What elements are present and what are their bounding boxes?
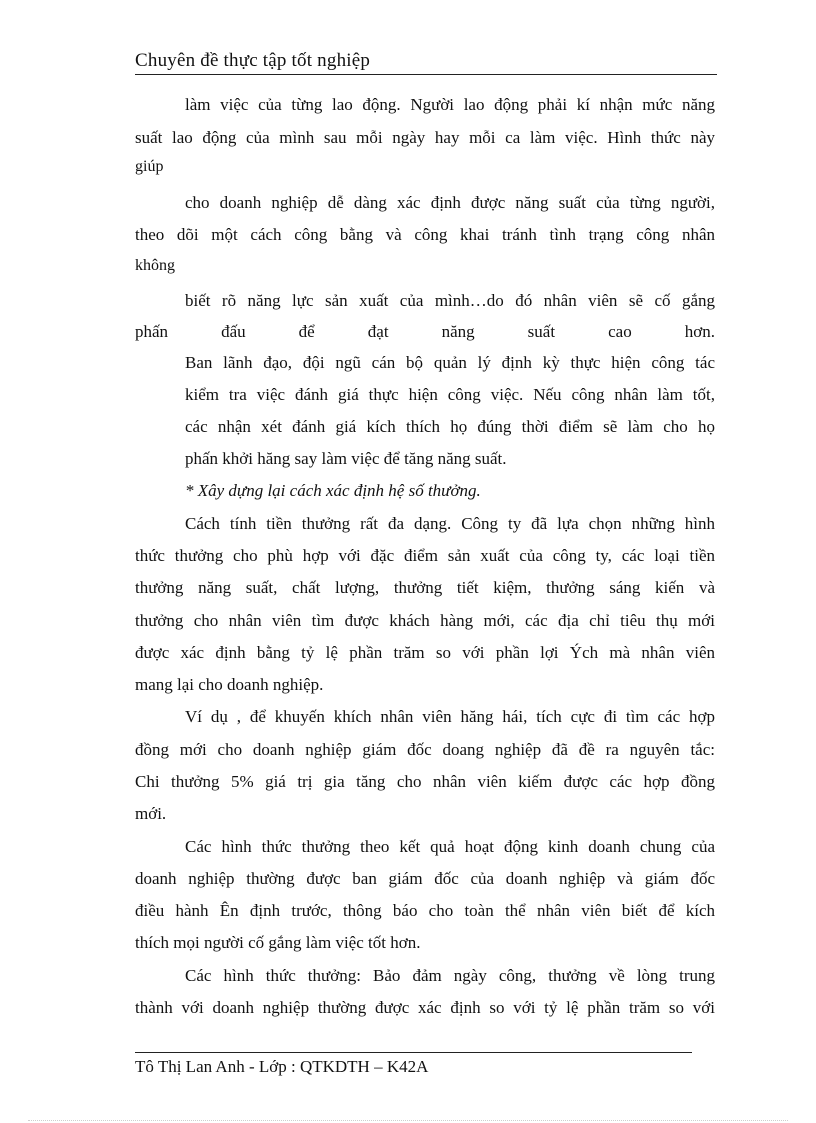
body-line: phấn khởi hăng say làm việc để tăng năng suất. bbox=[185, 449, 507, 468]
body-line: biết rõ năng lực sản xuất của mình…do đó nhân viên sẽ cố gắng bbox=[185, 291, 715, 310]
page-bottom-border bbox=[28, 1120, 788, 1121]
body-line: làm việc của từng lao động. Người lao động phải kí nhận mức năng bbox=[185, 95, 715, 114]
body-line: thành với doanh nghiệp thường được xác định so với tỷ lệ phần trăm so với bbox=[135, 998, 715, 1017]
body-line: thức thưởng cho phù hợp với đặc điểm sản xuất của công ty, các loại tiền bbox=[135, 546, 715, 565]
body-line: điều hành Ên định trước, thông báo cho toàn thể nhân viên biết để kích bbox=[135, 901, 715, 920]
body-line: Các hình thức thưởng theo kết quả hoạt động kinh doanh chung của bbox=[185, 837, 715, 856]
page-footer bbox=[135, 1052, 692, 1076]
body-line: theo dõi một cách công bằng và công khai tránh tình trạng công nhân bbox=[135, 225, 715, 244]
body-line: Ví dụ , để khuyến khích nhân viên hăng hái, tích cực đi tìm các hợp bbox=[185, 707, 715, 726]
page-header bbox=[135, 48, 717, 75]
header-title: Chuyên đề thực tập tốt nghiệp bbox=[135, 50, 371, 71]
body-line: giúp bbox=[135, 158, 164, 175]
body-line: cho doanh nghiệp dễ dàng xác định được năng suất của từng người, bbox=[185, 193, 715, 212]
body-line: Chi thưởng 5% giá trị gia tăng cho nhân viên kiếm được các hợp đồng bbox=[135, 772, 715, 791]
footer-author: Tô Thị Lan Anh - Lớp : QTKDTH – K42A bbox=[135, 1057, 429, 1076]
body-line: các nhận xét đánh giá kích thích họ đúng thời điểm sẽ làm cho họ bbox=[185, 417, 715, 436]
section-heading: * Xây dựng lại cách xác định hệ số thưởng. bbox=[185, 481, 481, 500]
body-line: mới. bbox=[135, 804, 167, 823]
body-line: Cách tính tiền thưởng rất đa dạng. Công ty đã lựa chọn những hình bbox=[185, 514, 715, 533]
body-line: thưởng cho nhân viên tìm được khách hàng mới, các địa chỉ tiêu thụ mới bbox=[135, 611, 715, 630]
body-line: kiểm tra việc đánh giá thực hiện công việc. Nếu công nhân làm tốt, bbox=[185, 385, 715, 404]
body-line: thích mọi người cố gắng làm việc tốt hơn. bbox=[135, 933, 421, 952]
body-line: mang lại cho doanh nghiệp. bbox=[135, 675, 324, 694]
body-line: đồng mới cho doanh nghiệp giám đốc doang nghiệp đã đề ra nguyên tắc: bbox=[135, 740, 715, 759]
body-line: doanh nghiệp thường được ban giám đốc của doanh nghiệp và giám đốc bbox=[135, 869, 715, 888]
body-line: được xác định bằng tỷ lệ phần trăm so với phần lợi Ých mà nhân viên bbox=[135, 643, 715, 662]
body-line: Ban lãnh đạo, đội ngũ cán bộ quản lý định kỳ thực hiện công tác bbox=[185, 353, 715, 372]
body-line: không bbox=[135, 257, 175, 274]
body-line: phấn đấu để đạt năng suất cao hơn. bbox=[135, 322, 715, 341]
body-line: Các hình thức thưởng: Bảo đảm ngày công, thưởng về lòng trung bbox=[185, 966, 715, 985]
body-line: thưởng năng suất, chất lượng, thưởng tiết kiệm, thưởng sáng kiến và bbox=[135, 578, 715, 597]
body-line: suất lao động của mình sau mỗi ngày hay mỗi ca làm việc. Hình thức này bbox=[135, 128, 715, 147]
